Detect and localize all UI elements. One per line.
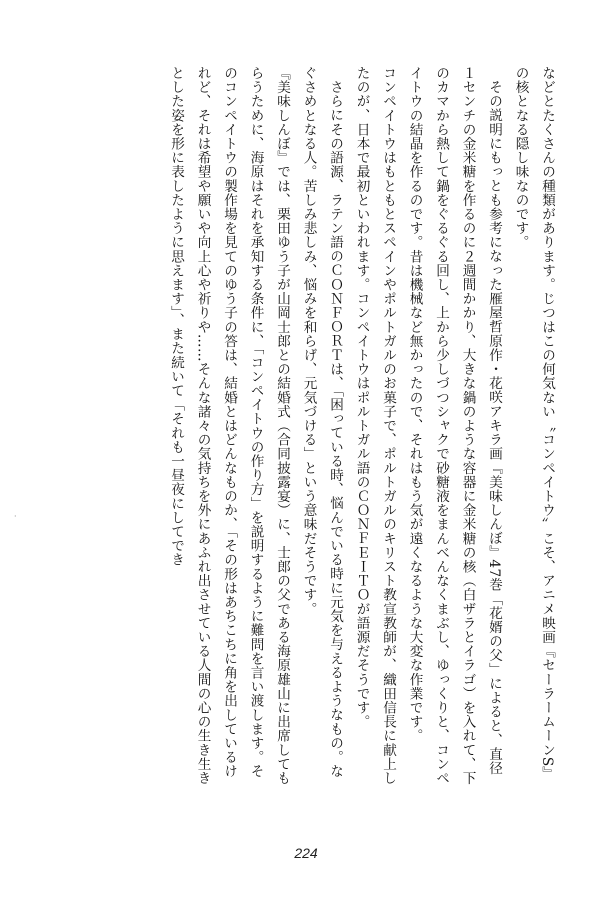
paragraph: その説明にもっとも参考になった雁屋哲原作・花咲アキラ画『美味しんぼ』47巻「花婿の父」によると、直径１センチの金米糖を作るのに２週間かかり、大きな鍋のような容器に金米糖の核（白ザラとイラゴ）を入れて、下のカマから熱して鍋をぐるぐる回し、上から少しづつシャクで砂糖液をまんべんなくまぶし、ゆっくりと、コンペイトウの結晶を作るのです。昔は機械など無かったので、それはもう気が遠くなるような大変な作業です。: [406, 66, 502, 786]
paragraph: コンペイトウはもともとスペインやポルトガルのお菓子で、ポルトガルのキリスト教宣教師が、織田信長に献上したのが、日本で最初といわれます。コンペイトウはポルトガル語のＣＯＮＦＥＩＴＯが語源だそうです。: [353, 66, 396, 786]
paragraph: などとたくさんの種類があります。じつはこの何気ない〝コンペイトウ〟こそ、アニメ映画『セーラームーンS』の核となる隠し味なのです。: [512, 66, 555, 781]
body-text: [163, 66, 561, 786]
page-number: 224: [294, 845, 318, 861]
paragraph: 『美味しんぼ』では、栗田ゆう子が山岡士郎との結婚式（合同披露宴）に、士郎の父である海原雄山に出席してもらうために、海原はそれを承知する条件に、「コンペイトウの作り方」を説明するように難問を言い渡します。そのコンペイトウの製作場を見てのゆう子の答は、結婚とはどんなものか、「その形はあちこちに角を出しているけれど、それは希望や願いや向上心や祈りや……そんな諸々の気持ちを外にあふれ出させている人間の心の生き生きとした姿を形に表したように思えます」、また続いて「それも一昼夜にしてでき: [168, 66, 290, 786]
paragraph: さらにその語源、ラテン語のＣＯＮＦＯＲＴは、「困っている時、悩んでいる時に元気を与えるようなもの。なぐさめとなる人。苦しみ悲しみ、悩みを和らげ、元気づける」という意味だそうです。: [300, 66, 343, 778]
scan-speck-icon: ·: [14, 512, 17, 521]
